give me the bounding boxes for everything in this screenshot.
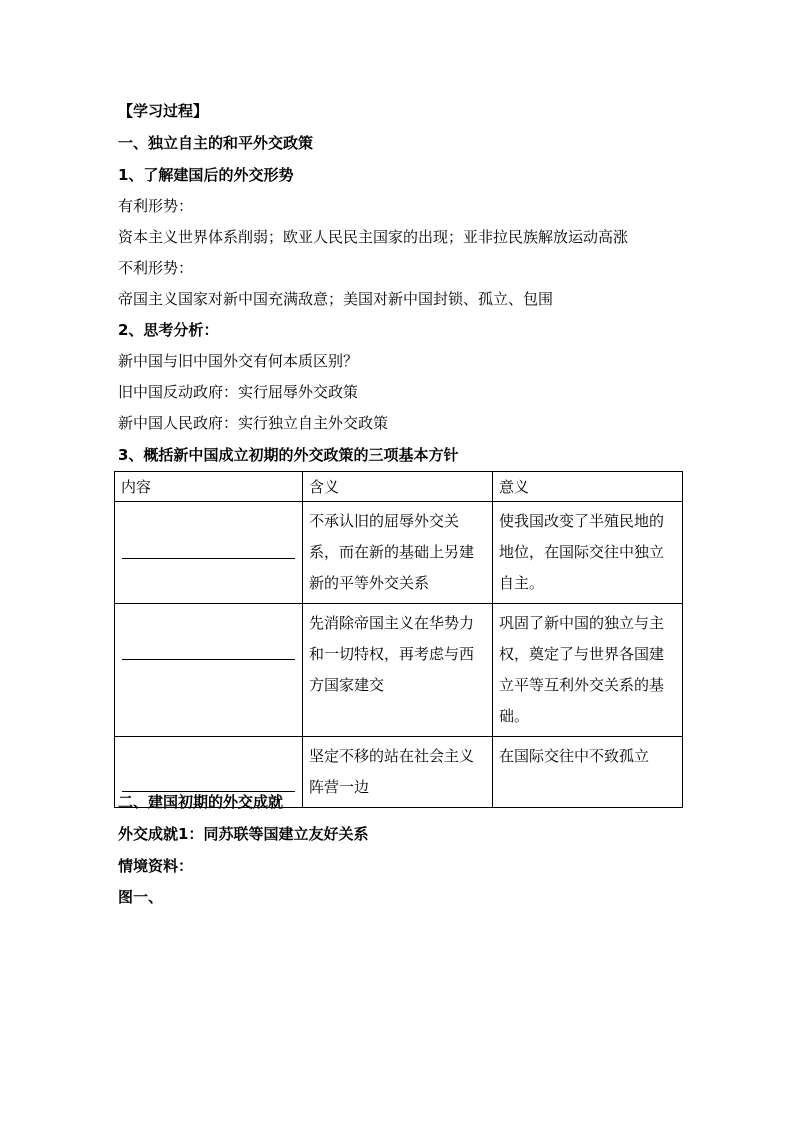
favorable-label: 有利形势： <box>118 197 194 215</box>
header-meaning: 含义 <box>303 472 493 502</box>
header-significance: 意义 <box>493 472 683 502</box>
fill-in-blank-line[interactable] <box>122 558 295 559</box>
table-row <box>115 604 683 737</box>
sub1-title: 1、了解建国后的外交形势 <box>118 166 294 184</box>
section1-title: 一、独立自主的和平外交政策 <box>118 134 314 152</box>
new-china-text: 新中国人民政府：实行独立自主外交政策 <box>118 414 389 432</box>
achievement1-title: 外交成就1：同苏联等国建立友好关系 <box>118 825 369 843</box>
table-row <box>115 502 683 604</box>
unfavorable-label: 不利形势： <box>118 259 194 277</box>
sub2-title: 2、思考分析： <box>118 321 219 339</box>
significance-cell: 在国际交往中不致孤立 <box>493 737 683 808</box>
figure1-label: 图一、 <box>118 888 164 906</box>
learning-process-heading: 【学习过程】 <box>118 102 209 120</box>
header-content: 内容 <box>115 472 303 502</box>
question-text: 新中国与旧中国外交有何本质区别？ <box>118 352 359 370</box>
significance-cell: 巩固了新中国的独立与主权，奠定了与世界各国建立平等互利外交关系的基础。 <box>493 604 683 737</box>
sub3-title: 3、概括新中国成立初期的外交政策的三项基本方针 <box>118 446 459 464</box>
old-china-text: 旧中国反动政府：实行屈辱外交政策 <box>118 383 359 401</box>
section2-title: 二、建国初期的外交成就 <box>118 793 284 811</box>
meaning-cell: 不承认旧的屈辱外交关系，而在新的基础上另建新的平等外交关系 <box>303 502 493 604</box>
content-blank-cell <box>115 502 303 604</box>
meaning-cell: 先消除帝国主义在华势力和一切特权，再考虑与西方国家建交 <box>303 604 493 737</box>
favorable-text: 资本主义世界体系削弱；欧亚人民民主国家的出现；亚非拉民族解放运动高涨 <box>118 228 629 246</box>
content-blank-cell <box>115 604 303 737</box>
significance-cell: 使我国改变了半殖民地的地位，在国际交往中独立自主。 <box>493 502 683 604</box>
unfavorable-text: 帝国主义国家对新中国充满敌意；美国对新中国封锁、孤立、包围 <box>118 290 554 308</box>
table-header-row <box>115 472 683 502</box>
context-label: 情境资料： <box>118 857 194 875</box>
meaning-cell: 坚定不移的站在社会主义阵营一边 <box>303 737 493 808</box>
fill-in-blank-line[interactable] <box>122 659 295 660</box>
policy-table <box>114 471 683 808</box>
